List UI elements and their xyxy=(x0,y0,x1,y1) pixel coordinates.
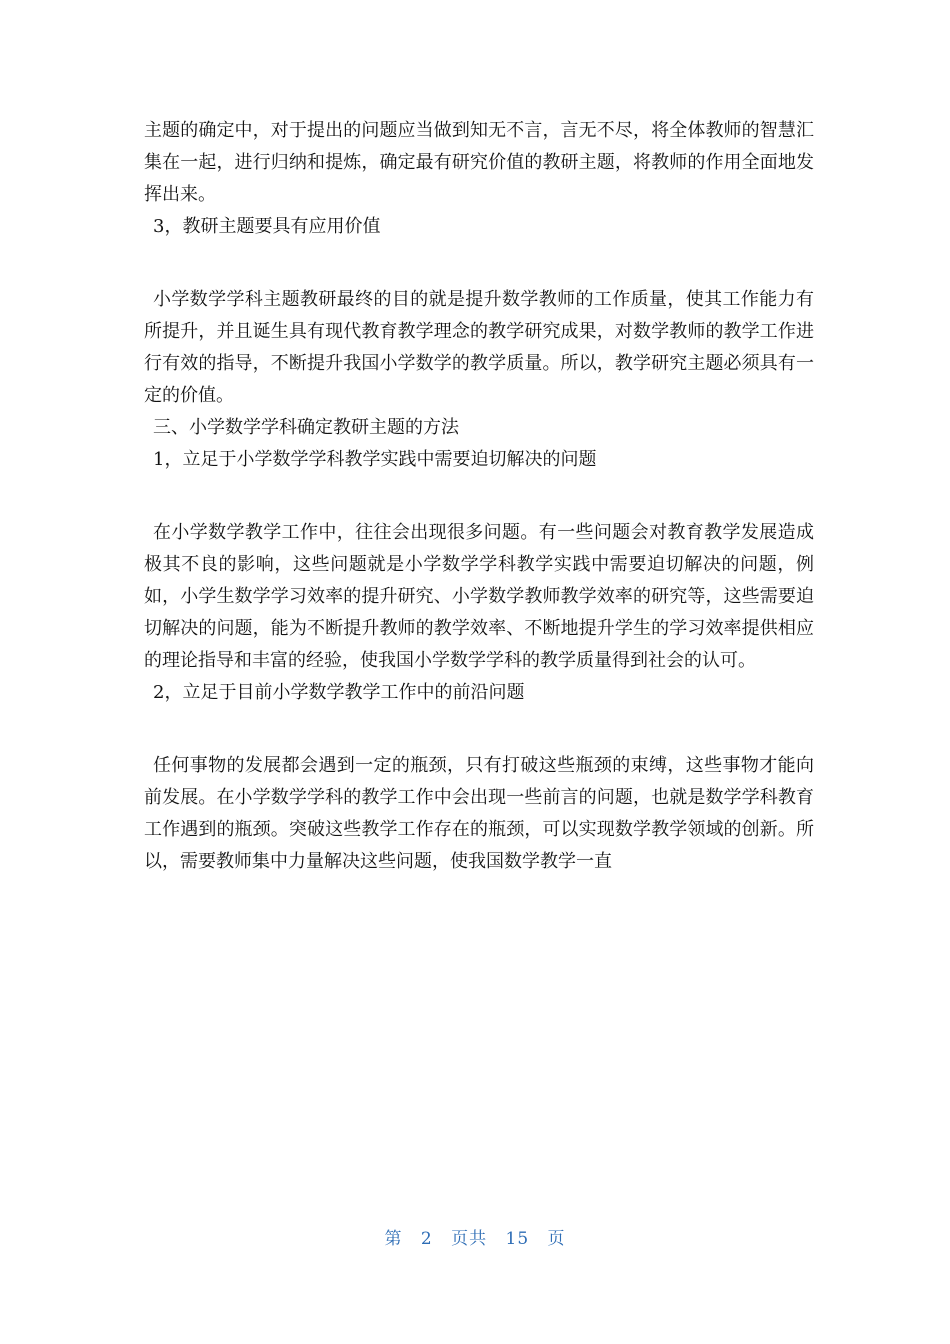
footer-prefix: 第 xyxy=(384,1229,403,1249)
document-body xyxy=(144,115,814,878)
footer-middle: 页共 xyxy=(451,1229,488,1249)
subheading-3: 3，教研主题要具有应用价值 xyxy=(153,216,381,237)
footer-suffix: 页 xyxy=(547,1229,566,1249)
paragraph-4: 任何事物的发展都会遇到一定的瓶颈，只有打破这些瓶颈的束缚，这些事物才能向前发展。在小学数学学科的教学工作中会出现一些前言的问题，也就是数学学科教育工作遇到的瓶颈。突破这些教学工作存在的瓶颈，可以实现数学教学领域的创新。所以，需要教师集中力量解决这些问题，使我国数学教学一直 xyxy=(144,755,814,872)
section-heading-3: 三、小学数学学科确定教研主题的方法 xyxy=(153,417,459,438)
subheading-2: 2，立足于目前小学数学教学工作中的前沿问题 xyxy=(153,682,525,703)
paragraph-1: 主题的确定中，对于提出的问题应当做到知无不言，言无不尽，将全体教师的智慧汇集在一起，进行归纳和提炼，确定最有研究价值的教研主题，将教师的作用全面地发挥出来。 xyxy=(144,120,814,205)
paragraph-2: 小学数学学科主题教研最终的目的就是提升数学教师的工作质量，使其工作能力有所提升，并且诞生具有现代教育教学理念的教学研究成果，对数学教师的教学工作进行有效的指导，不断提升我国小学数学的教学质量。所以，教学研究主题必须具有一定的价值。 xyxy=(144,289,814,406)
paragraph-3: 在小学数学教学工作中，往往会出现很多问题。有一些问题会对教育教学发展造成极其不良的影响，这些问题就是小学数学学科教学实践中需要迫切解决的问题，例如，小学生数学学习效率的提升研究、小学数学教师教学效率的研究等，这些需要迫切解决的问题，能为不断提升教师的教学效率、不断地提升学生的学习效率提供相应的理论指导和丰富的经验，使我国小学数学学科的教学质量得到社会的认可。 xyxy=(144,522,814,671)
total-page-count: 15 xyxy=(505,1229,530,1249)
page-footer xyxy=(0,1224,950,1249)
subheading-1: 1，立足于小学数学学科教学实践中需要迫切解决的问题 xyxy=(153,449,597,470)
current-page-number: 2 xyxy=(420,1229,433,1249)
